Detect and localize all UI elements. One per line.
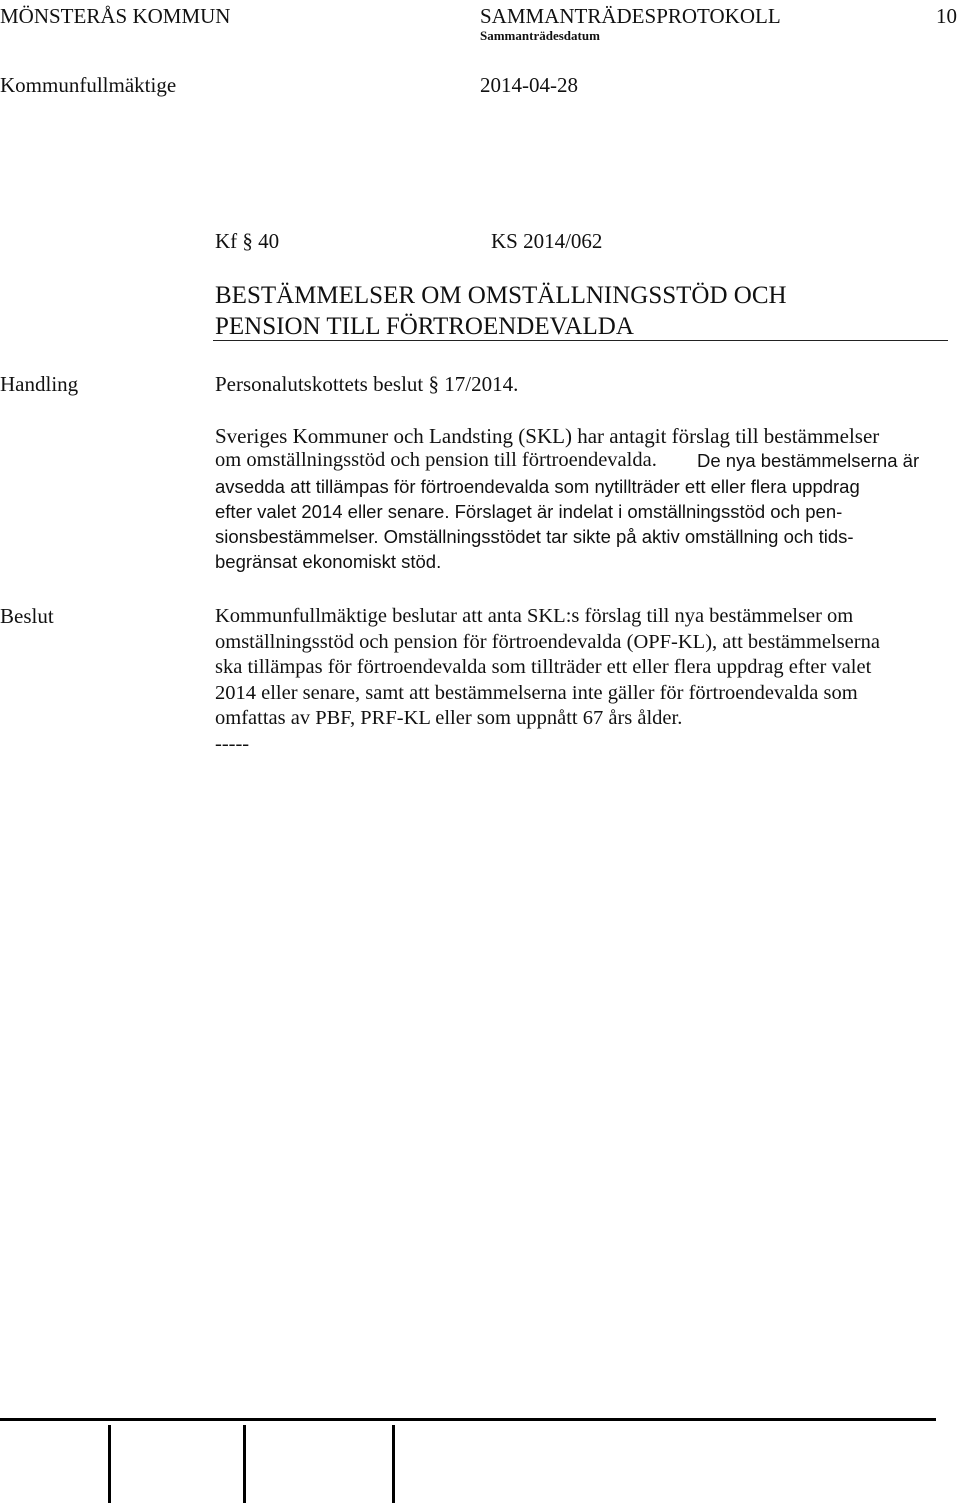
- municipality-name: MÖNSTERÅS KOMMUN: [0, 4, 231, 28]
- decision-line-1: Kommunfullmäktige beslutar att anta SKL:s förslag till nya bestämmelser om: [215, 605, 854, 627]
- paragraph-number: Kf § 40: [215, 229, 280, 253]
- item-title-line-1: BESTÄMMELSER OM OMSTÄLLNINGSSTÖD OCH: [215, 282, 787, 309]
- date-label: Sammanträdesdatum: [480, 28, 600, 43]
- description-line-2: avsedda att tillämpas för förtroendevalda som nytillträder ett eller flera uppdrag: [215, 476, 860, 497]
- decision-line-2: omställningsstöd och pension för förtroendevalda (OPF-KL), att bestämmelserna: [215, 630, 880, 653]
- description-line-3: efter valet 2014 eller senare. Förslaget är indelat i omställningsstöd och pen-: [215, 501, 843, 522]
- title-underline: [213, 340, 948, 341]
- description-line-1: De nya bestämmelserna är: [697, 450, 920, 471]
- signature-divider-1: [108, 1425, 111, 1503]
- description-line-4: sionsbestämmelser. Omställningsstödet tar sikte på aktiv omställning och tids-: [215, 526, 854, 547]
- intro-line-2: om omställningsstöd och pension till förtroendevalda.: [215, 449, 657, 471]
- decision-line-5: omfattas av PBF, PRF-KL eller som uppnått 67 års ålder.: [215, 707, 683, 729]
- item-title: [215, 280, 915, 342]
- page-number: 10: [936, 4, 957, 28]
- signature-divider-2: [243, 1425, 246, 1503]
- meeting-body: Kommunfullmäktige: [0, 73, 177, 97]
- decision-separator: -----: [215, 732, 250, 755]
- meeting-date: 2014-04-28: [480, 73, 578, 97]
- signature-divider-3: [392, 1425, 395, 1503]
- handling-label: Handling: [0, 372, 79, 396]
- description-line-5: begränsat ekonomiskt stöd.: [215, 551, 442, 572]
- signature-rule: [0, 1418, 936, 1421]
- decision-label: Beslut: [0, 604, 54, 628]
- document-type: SAMMANTRÄDESPROTOKOLL: [480, 4, 781, 28]
- item-title-line-2: PENSION TILL FÖRTROENDEVALDA: [215, 313, 634, 340]
- description-paragraph: [215, 474, 945, 574]
- handling-text: Personalutskottets beslut § 17/2014.: [215, 372, 519, 396]
- intro-line-1: Sveriges Kommuner och Landsting (SKL) har antagit förslag till bestämmelser: [215, 424, 880, 448]
- decision-line-4: 2014 eller senare, samt att bestämmelserna inte gäller för förtroendevalda som: [215, 681, 858, 704]
- case-number: KS 2014/062: [491, 229, 603, 253]
- decision-paragraph: [215, 604, 955, 757]
- decision-line-3: ska tillämpas för förtroendevalda som tillträder ett eller flera uppdrag efter valet: [215, 656, 872, 678]
